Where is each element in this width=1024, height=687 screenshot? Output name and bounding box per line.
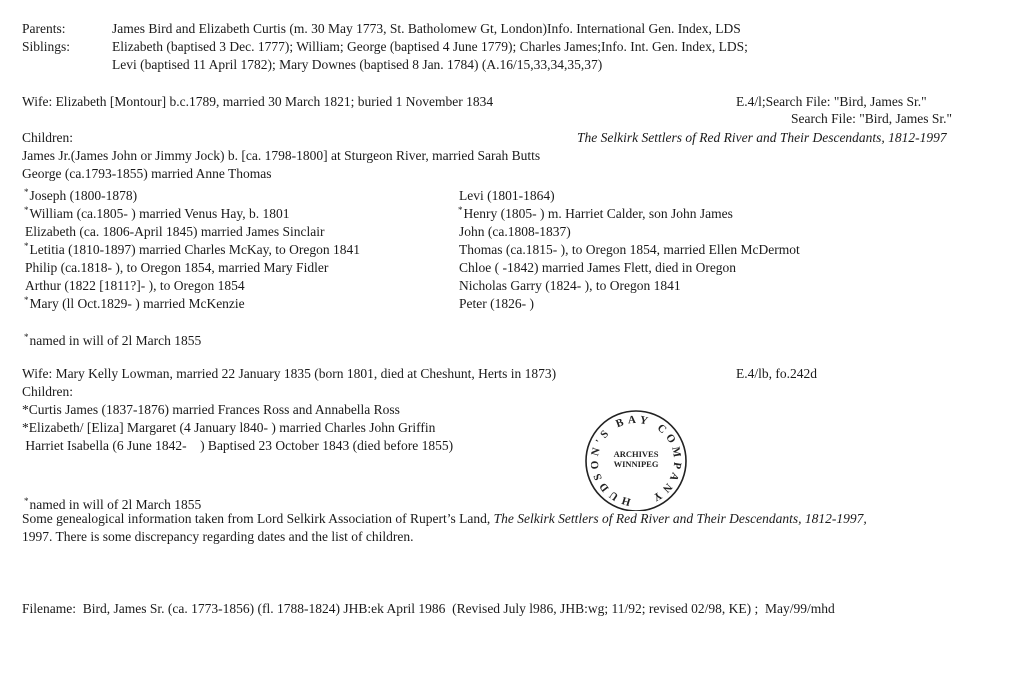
child-entry: *Mary (ll Oct.1829- ) married McKenzie — [24, 295, 245, 311]
children-1-line-1: James Jr.(James John or Jimmy Jock) b. [ca. 1798-1800] at Sturgeon River, married Sarah Butts — [22, 148, 541, 163]
parents-text: James Bird and Elizabeth Curtis (m. 30 May 1773, St. Batholomew Gt, London)Info. International Gen. Index, LDS — [112, 21, 741, 36]
wife-2-ref: E.4/lb, fo.242d — [736, 366, 817, 381]
wife-1-ref-2: Search File: "Bird, James Sr." — [790, 111, 952, 126]
child-entry: *Joseph (1800-1878) — [24, 187, 138, 203]
wife-2-text: Wife: Mary Kelly Lowman, married 22 January 1835 (born 1801, died at Cheshunt, Herts in 1873) — [22, 366, 557, 381]
children-2-line-2: *Elizabeth/ [Eliza] Margaret (4 January l840- ) married Charles John Griffin — [22, 420, 436, 435]
wife-1-ref-1: E.4/l;Search File: "Bird, James Sr." — [736, 94, 927, 109]
siblings-line-2: Levi (baptised 11 April 1782); Mary Downes (baptised 8 Jan. 1784) (A.16/15,33,34,35,37) — [112, 57, 603, 72]
child-entry: Peter (1826- ) — [459, 296, 534, 311]
child-entry: Philip (ca.1818- ), to Oregon 1854, married Mary Fidler — [25, 260, 329, 275]
child-entry: Nicholas Garry (1824- ), to Oregon 1841 — [459, 278, 681, 293]
children-2-line-3: Harriet Isabella (6 June 1842- ) Baptised 23 October 1843 (died before 1855) — [22, 438, 454, 453]
parents-label: Parents: — [22, 21, 66, 36]
child-entry: Arthur (1822 [1811?]- ), to Oregon 1854 — [25, 278, 245, 293]
child-entry: Elizabeth (ca. 1806-April 1845) married James Sinclair — [25, 224, 325, 239]
child-entry: Thomas (ca.1815- ), to Oregon 1854, married Ellen McDermot — [459, 242, 800, 257]
child-entry: *Letitia (1810-1897) married Charles McKay, to Oregon 1841 — [24, 241, 361, 257]
child-entry: *Henry (1805- ) m. Harriet Calder, son John James — [458, 205, 733, 221]
siblings-line-1: Elizabeth (baptised 3 Dec. 1777); William; George (baptised 4 June 1779); Charles James;Info. Int. Gen. Index, LDS; — [112, 39, 748, 54]
stamp-center-line-1: ARCHIVES — [613, 449, 659, 459]
filename-line: Filename: Bird, James Sr. (ca. 1773-1856) (fl. 1788-1824) JHB:ek April 1986 (Revised July l986, JHB:wg; 11/92; revised 02/98, KE) ; May/99/mhd — [22, 601, 835, 616]
children-1-label: Children: — [22, 130, 73, 145]
children-1-line-2: George (ca.1793-1855) married Anne Thomas — [22, 166, 272, 181]
child-entry: Levi (1801-1864) — [459, 188, 555, 203]
source-note-line-2: 1997. There is some discrepancy regarding dates and the list of children. — [22, 529, 414, 544]
child-entry: John (ca.1808-1837) — [459, 224, 571, 239]
will-note-1: *named in will of 2l March 1855 — [24, 332, 202, 348]
will-note-2: *named in will of 2l March 1855 — [24, 496, 202, 512]
child-entry: *William (ca.1805- ) married Venus Hay, b. 1801 — [24, 205, 290, 221]
wife-1-text: Wife: Elizabeth [Montour] b.c.1789, married 30 March 1821; buried 1 November 1834 — [22, 94, 494, 109]
children-1-source: The Selkirk Settlers of Red River and Their Descendants, 1812-1997 — [577, 130, 947, 145]
children-2-label: Children: — [22, 384, 73, 399]
child-entry: Chloe ( -1842) married James Flett, died in Oregon — [459, 260, 737, 275]
stamp-center-line-2: WINNIPEG — [613, 459, 659, 469]
siblings-label: Siblings: — [22, 39, 71, 54]
stamp-ring-text: HUDSON'S BAY COMPANY — [588, 413, 684, 508]
children-2-line-1: *Curtis James (1837-1876) married Frances Ross and Annabella Ross — [22, 402, 400, 417]
source-note-line-1: Some genealogical information taken from Lord Selkirk Association of Rupert’s Land, The Selkirk Settlers of Red River and Their Descendants, 1812-1997, — [22, 511, 867, 526]
hbc-archives-stamp — [576, 407, 696, 511]
